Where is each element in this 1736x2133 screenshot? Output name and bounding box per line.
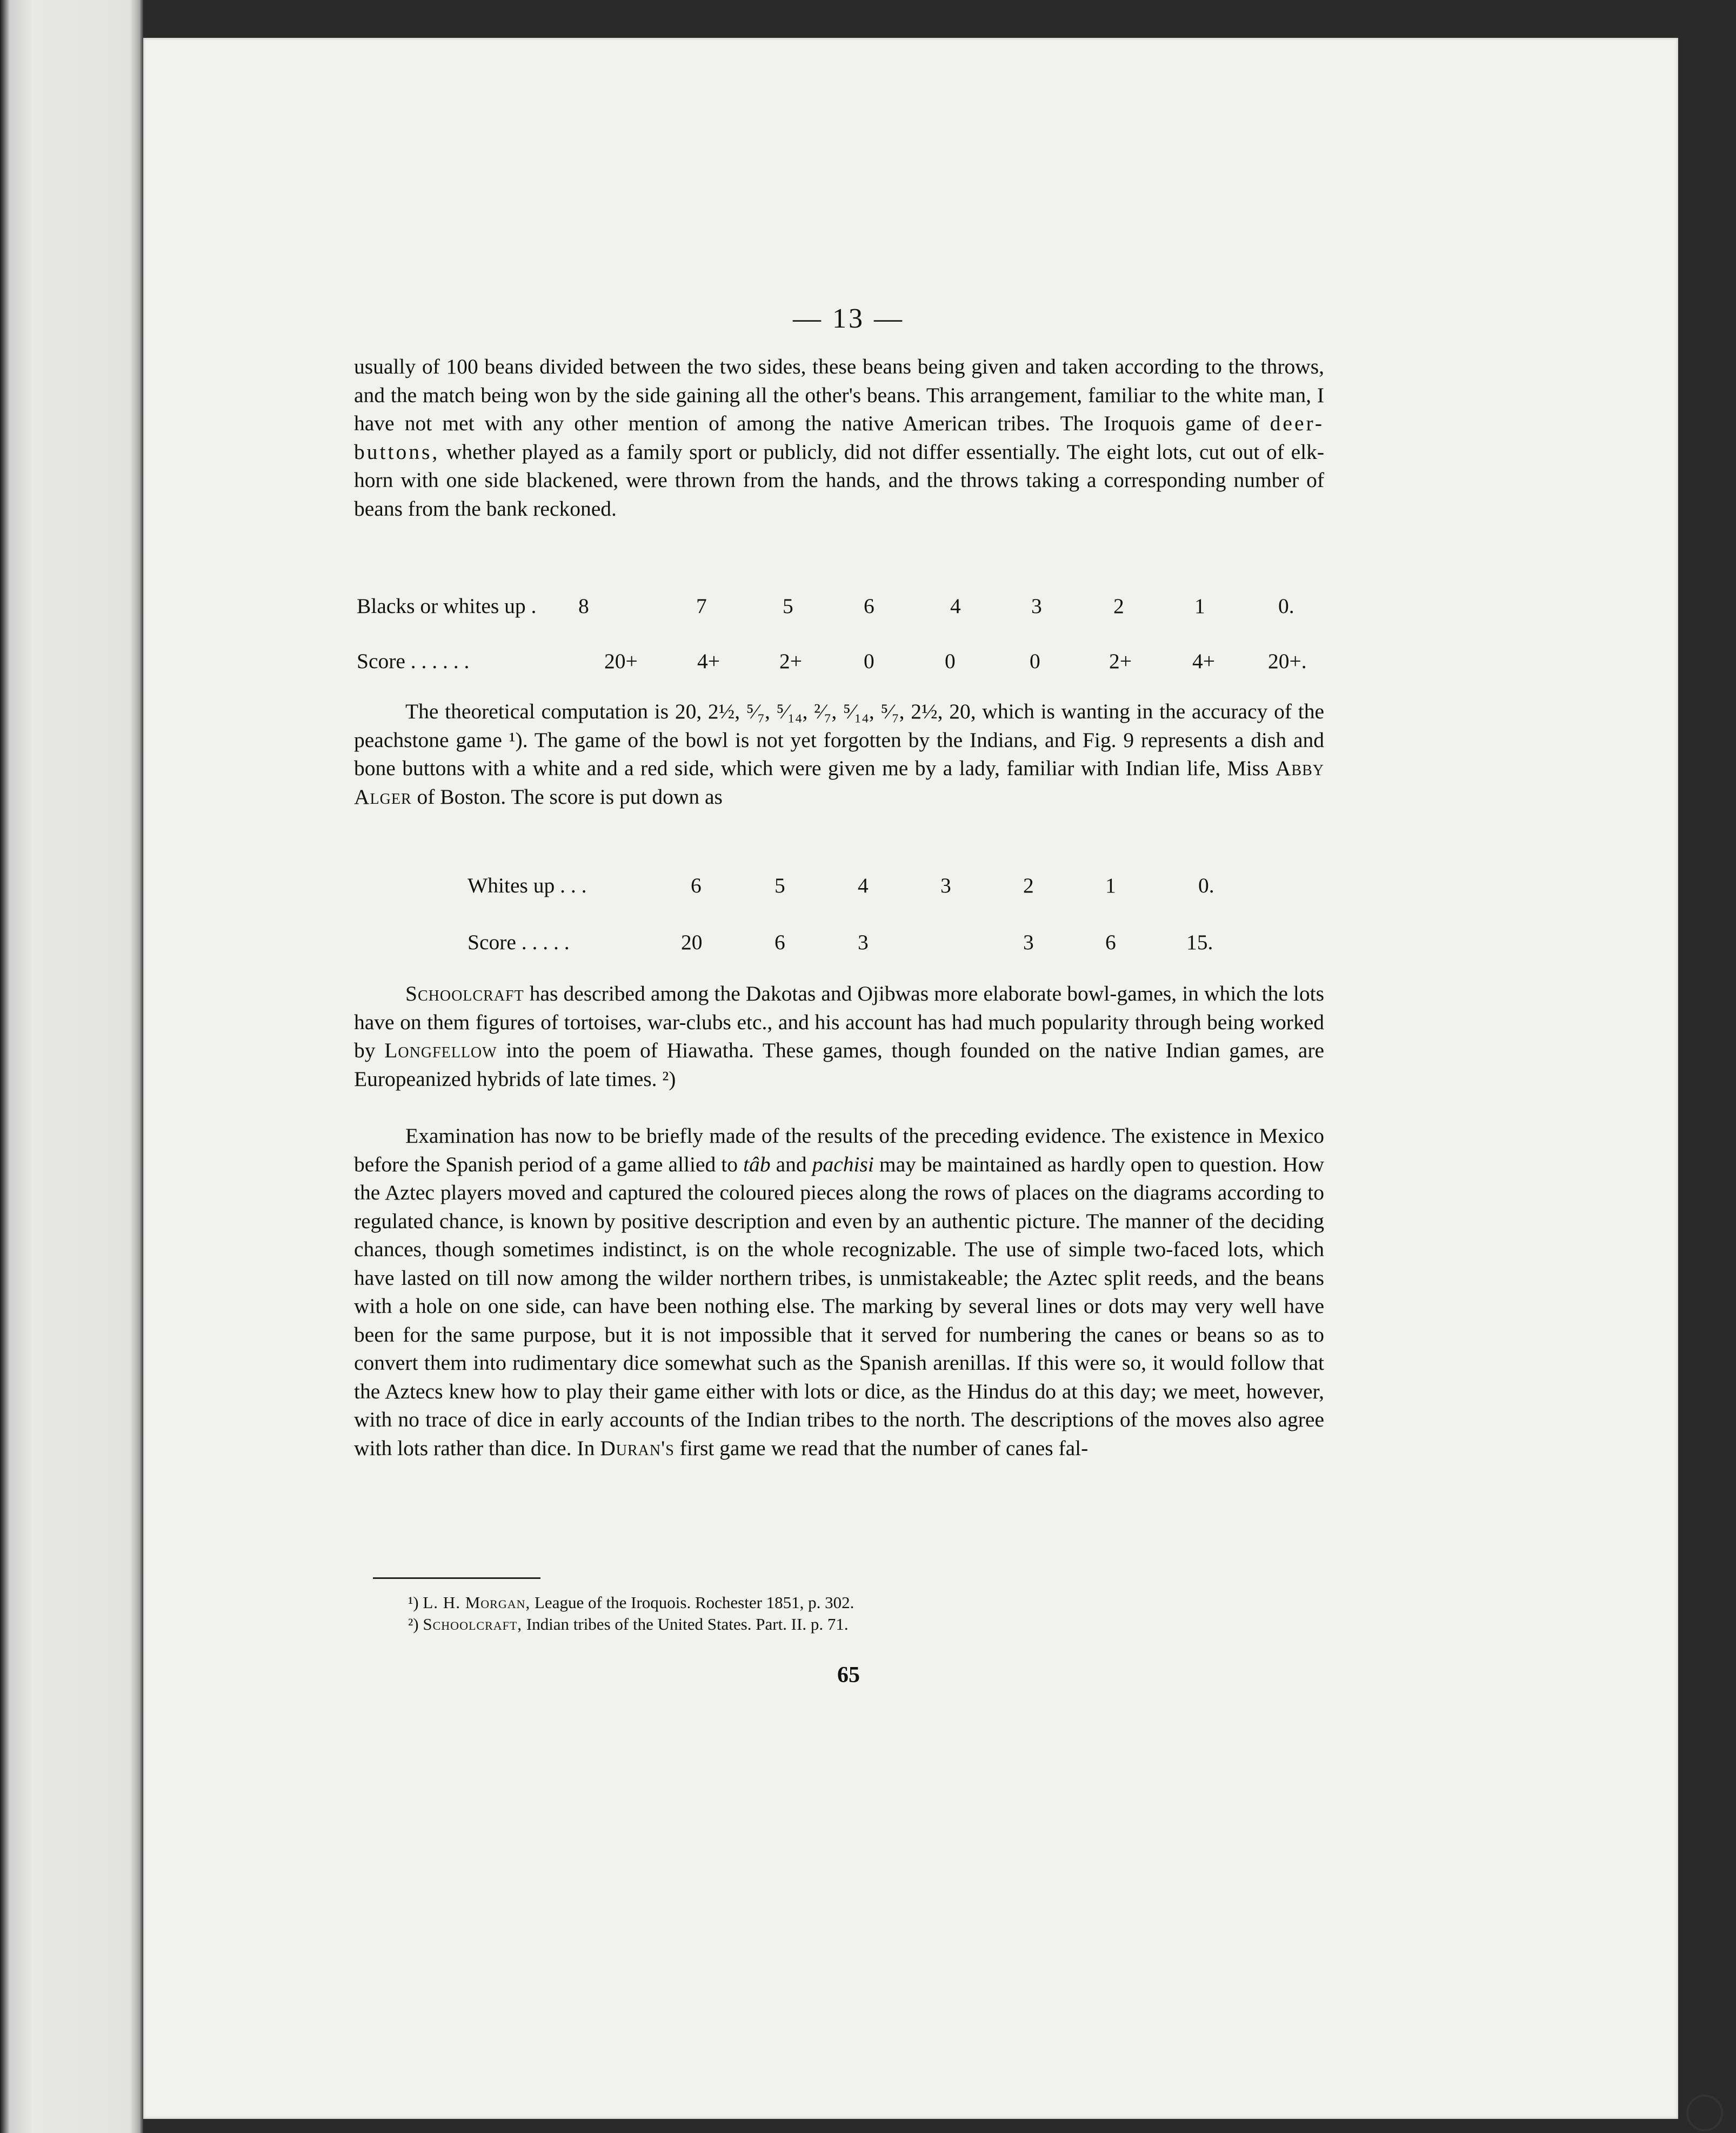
footnote-rule [373, 1577, 540, 1579]
table1-cell: 2+ [779, 649, 803, 673]
table1-cell: 8 [578, 594, 589, 618]
paragraph-4 [354, 1122, 1324, 1462]
footnote-2-author: Schoolcraft, [423, 1615, 523, 1634]
footnote-2 [408, 1614, 1273, 1635]
paragraph-2-text: The theoretical computation is 20, 2½, ⁵⁄₇, ⁵⁄₁₄, ²⁄₇, ⁵⁄₁₄, ⁵⁄₇, 2½, 20, which is wanting in the accuracy of the peachstone game ¹). The game of the bowl is not yet forgotten by the Indians, and Fig. 9 represents a dish and bone buttons with a white and a red side, which were given me by a lady, familiar with Indian life, Miss [354, 699, 1324, 780]
paragraph-3-end: into the poem of Hiawatha. These games, though founded on the native Indian games, are Europeanized hybrids of late times. ²) [354, 1038, 1325, 1091]
table2-cell: 3 [1023, 930, 1034, 954]
paragraph-1-rest: whether played as a family sport or publicly, did not differ essentially. The eight lots, cut out of elk-horn with one side blackened, were thrown from the hands, and the throws taking a corresponding number of beans from the bank reckoned. [354, 439, 1324, 521]
footnote-2-text: Indian tribes of the United States. Part. II. p. 71. [526, 1615, 849, 1634]
term-pachisi: pachisi [812, 1152, 874, 1176]
word-and: and [776, 1152, 807, 1176]
footnote-2-mark: ²) [408, 1615, 419, 1634]
table1-cell: 2+ [1109, 649, 1132, 673]
table2-cell: 3 [940, 874, 951, 897]
table1-cell: 3 [1031, 594, 1042, 618]
deer-buttons-term: deer-buttons, [354, 411, 1324, 464]
footnote-1-author: L. H. Morgan, [423, 1593, 531, 1612]
scan-binding-edge [0, 0, 143, 2133]
paragraph-3 [354, 979, 1324, 1093]
page-number-footer: 65 [837, 1663, 860, 1688]
table2-row-score [468, 930, 1278, 957]
footnotes [408, 1592, 1273, 1635]
paragraph-1 [354, 352, 1324, 523]
table2-cell: 3 [858, 930, 869, 954]
footnote-1-text: League of the Iroquois. Rochester 1851, p. 302. [535, 1593, 854, 1612]
table1-row1-label: Blacks or whites up . [357, 594, 537, 618]
table1-cell: 2 [1113, 594, 1124, 618]
table2-cell: 6 [691, 874, 702, 897]
table1-cell: 6 [864, 594, 874, 618]
paragraph-1-text: usually of 100 beans divided between the two sides, these beans being given and taken according to the throws, and the match being won by the side gaining all the other's beans. This arrangement, familiar to the white man, I have not met with any other mention of among the native American tribes. The Iroquois game of [354, 355, 1324, 435]
table1-cell: 20+. [1268, 649, 1307, 673]
table2-cell: 0. [1198, 874, 1214, 897]
page-number-header: — 13 — [793, 303, 904, 334]
table1-cell: 0 [945, 649, 956, 673]
paragraph-2-end: of Boston. The score is put down as [417, 784, 723, 809]
table2-cell: 2 [1023, 874, 1034, 897]
table2-cell: 5 [774, 874, 785, 897]
paragraph-4-body: may be maintained as hardly open to question. How the Aztec players moved and captured the coloured pieces along the rows of places on the diagrams according to regulated chance, is known by positive description and even by an authentic picture. The manner of the deciding chances, though sometimes indistinct, is on the whole recognizable. The use of simple two-faced lots, which have lasted on till now among the wilder northern tribes, is unmistakeable; the Aztec split reeds, and the beans with a hole on one side, can have been nothing else. The marking by several lines or dots may very well have been for the same purpose, but it is not impossible that it served for numbering the canes or beans so as to convert them into rudimentary dice somewhat such as the Spanish arenillas. If this were so, it would follow that the Aztecs knew how to play their game either with lots or dice, as the Hindus do at this day; we meet, however, with no trace of dice in early accounts of the Indian tribes to the north. The descriptions of the moves also agree with lots rather than dice. In [354, 1152, 1325, 1460]
table2-row1-label: Whites up . . . [468, 874, 587, 897]
table2-row2-label: Score . . . . . [468, 930, 570, 954]
table1-row-score [357, 649, 1330, 676]
table1-cell: 0. [1278, 594, 1294, 618]
table1-cell: 4 [950, 594, 961, 618]
table1-cell: 7 [696, 594, 707, 618]
table2-cell: 4 [858, 874, 869, 897]
paragraph-4-text: Examination has now to be briefly made of the results of the preceding evidence. The existence in Mexico before the Spanish period of a game allied to [354, 1124, 1324, 1176]
table2-cell: 15. [1186, 930, 1213, 954]
scan-corner-mark [1686, 2095, 1723, 2131]
table1-row2-label: Score . . . . . . [357, 649, 470, 673]
name-duran: Duran's [600, 1436, 675, 1460]
table1-cell: 0 [1030, 649, 1040, 673]
table2-cell: 6 [1105, 930, 1116, 954]
table1-cell: 20+ [604, 649, 638, 673]
footnote-1 [408, 1592, 1273, 1614]
paragraph-3-text: has described among the Dakotas and Ojibwas more elaborate bowl-games, in which the lots have on them figures of tortoises, war-clubs etc., and his account has had much popularity through being worked by [354, 982, 1325, 1062]
footnote-1-mark: ¹) [408, 1593, 419, 1612]
table1-row-ups [357, 594, 1330, 621]
term-tab: tâb [743, 1152, 771, 1176]
table1-cell: 0 [864, 649, 874, 673]
table1-cell: 4+ [697, 649, 720, 673]
name-longfellow: Longfellow [384, 1038, 497, 1062]
paragraph-4-end: first game we read that the number of canes fal- [679, 1436, 1089, 1460]
table1-cell: 4+ [1192, 649, 1216, 673]
name-abby-alger: Abby Alger [354, 756, 1325, 809]
table2-cell: 6 [774, 930, 785, 954]
table1-cell: 1 [1194, 594, 1205, 618]
name-schoolcraft: Schoolcraft [405, 982, 524, 1005]
table2-cell: 1 [1105, 874, 1116, 897]
table1-cell: 5 [783, 594, 793, 618]
table2-row-whites [468, 873, 1278, 900]
paragraph-2 [354, 697, 1324, 811]
table2-cell: 20 [681, 930, 703, 954]
